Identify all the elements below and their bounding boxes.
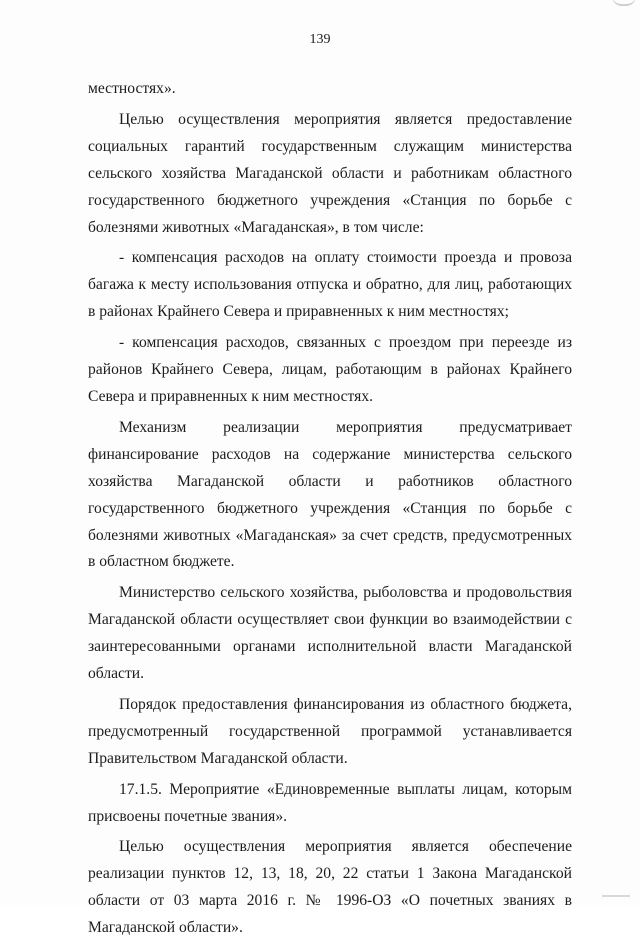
page-number: 139 — [309, 32, 331, 47]
body-text — [88, 76, 572, 946]
paragraph-ministry: Министерство сельского хозяйства, рыболовства и продовольствия Магаданской области осуществляет свои функции во взаимодействии с заинтересованными органами исполнительной власти Магаданской области. — [88, 584, 572, 683]
scan-edge-mark — [612, 0, 636, 6]
list-item-travel-compensation: - компенсация расходов на оплату стоимости проезда и провоза багажа к месту использования отпуска и обратно, для лиц, работающих в районах Крайнего Севера и приравненных к ним местностях; — [88, 249, 572, 321]
paragraph-financing-procedure: Порядок предоставления финансирования из областного бюджета, предусмотренный государственной программой устанавливается Правительством Магаданской области. — [88, 695, 572, 767]
paragraph-purpose: Целью осуществления мероприятия является предоставление социальных гарантий государственным служащим министерства сельского хозяйства Магаданской области и работникам областного государственного бюджетного учреждения «Станция по борьбе с болезнями животных «Магаданская», в том числе: — [88, 110, 572, 236]
paragraph-mechanism: Механизм реализации мероприятия предусматривает финансирование расходов на содержание министерства сельского хозяйства Магаданской области и работников областного государственного бюджетного учреждения «Станция по борьбе с болезнями животных «Магаданская» за счет средств, предусмотренных в областном бюджете. — [88, 418, 572, 571]
paragraph-measure-purpose: Целью осуществления мероприятия является обеспечение реализации пунктов 12, 13, 18, 20, 22 статьи 1 Закона Магаданской области от 03 марта 2016 г. № 1996-ОЗ «О почетных званиях в Магаданской области». — [88, 838, 572, 937]
paragraph-measure-heading: 17.1.5. Мероприятие «Единовременные выплаты лицам, которым присвоены почетные звания». — [88, 780, 572, 825]
scan-corner-mark — [602, 895, 630, 897]
paragraph-continuation: местностях». — [88, 80, 176, 97]
list-item-relocation-compensation: - компенсация расходов, связанных с проездом при переезде из районов Крайнего Севера, лицам, работающим в районах Крайнего Севера и приравненных к ним местностях. — [88, 334, 572, 405]
